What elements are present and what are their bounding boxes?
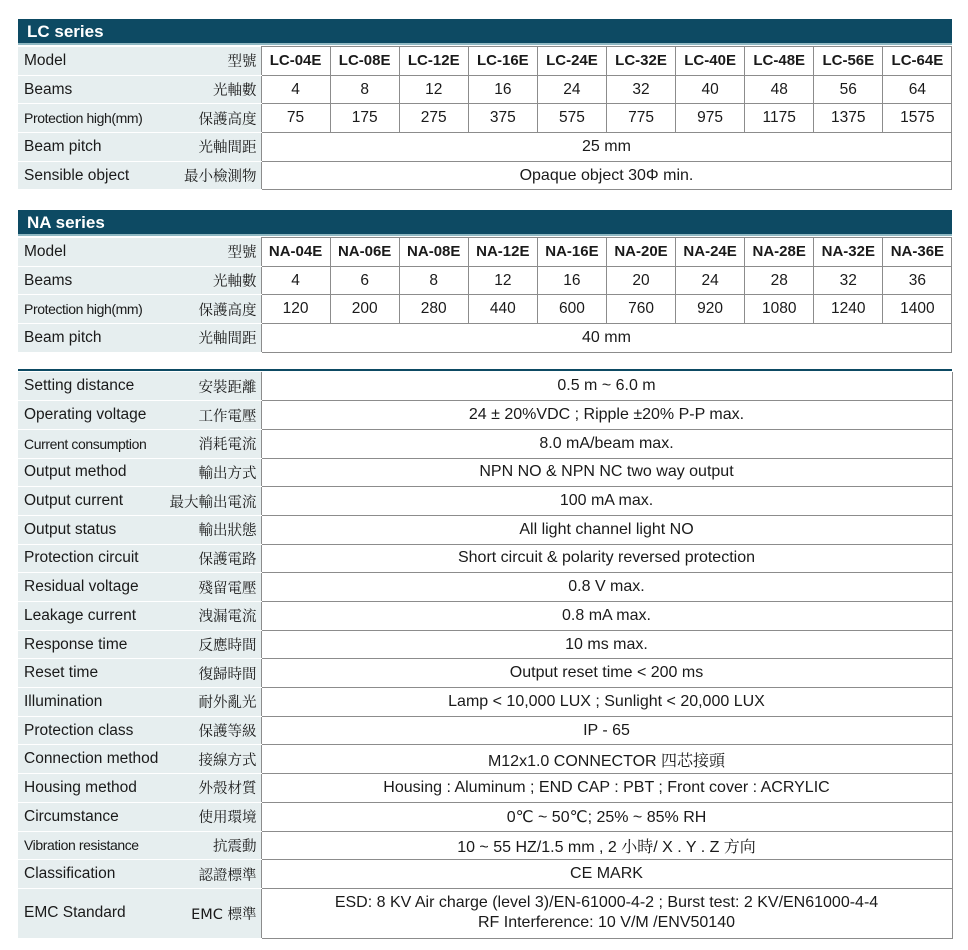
spec-row <box>18 458 952 487</box>
row-label-zh: 反應時間 <box>198 638 257 655</box>
na-pitch-row <box>18 324 952 353</box>
model-cell: NA-12E <box>468 238 537 267</box>
na-model-row <box>18 238 952 267</box>
row-label-en: Residual voltage <box>24 578 139 596</box>
row-label-zh: 接線方式 <box>198 752 257 769</box>
na-beams-row <box>18 266 952 295</box>
value-cell: 120 <box>261 295 330 324</box>
model-cell: LC-56E <box>814 47 883 76</box>
value-cell: 12 <box>399 75 468 104</box>
row-label-zh: 保護高度 <box>198 111 257 128</box>
model-cell: LC-24E <box>537 47 606 76</box>
row-label-en: Response time <box>24 635 128 653</box>
spec-row <box>18 688 952 717</box>
value-cell: 24 <box>676 266 745 295</box>
value-cell: 575 <box>537 104 606 133</box>
value-cell: 24 ± 20%VDC ; Ripple ±20% P-P max. <box>261 401 952 430</box>
na-series-title: NA series <box>18 210 952 236</box>
model-cell: LC-64E <box>883 47 952 76</box>
row-label-zh: 工作電壓 <box>198 408 257 425</box>
value-cell: Opaque object 30Φ min. <box>261 161 952 190</box>
value-cell: Housing : Aluminum ; END CAP : PBT ; Front cover : ACRYLIC <box>261 774 952 803</box>
common-spec-table <box>18 372 953 939</box>
row-label-zh: 最大輸出電流 <box>169 494 257 511</box>
value-cell: 175 <box>330 104 399 133</box>
na-series-table <box>18 237 952 353</box>
value-cell: 0.5 m ~ 6.0 m <box>261 372 952 401</box>
value-cell: 1175 <box>745 104 814 133</box>
row-label-en: Beams <box>24 271 73 289</box>
value-cell: 48 <box>745 75 814 104</box>
row-label-zh: 安裝距離 <box>198 379 257 396</box>
lc-series-table <box>18 46 952 190</box>
row-label-en: Output status <box>24 520 117 538</box>
row-label-zh: 保護高度 <box>198 302 257 319</box>
row-label-en: Protection high(mm) <box>24 301 143 318</box>
lc-beams-row <box>18 75 952 104</box>
value-cell: 8 <box>399 266 468 295</box>
model-cell: NA-36E <box>883 238 952 267</box>
value-cell: 20 <box>606 266 675 295</box>
lc-model-row <box>18 47 952 76</box>
spec-row <box>18 573 952 602</box>
value-cell: 1375 <box>814 104 883 133</box>
row-label-en: Beam pitch <box>24 137 102 155</box>
row-label-en: Connection method <box>24 750 159 768</box>
value-cell: 12 <box>468 266 537 295</box>
value-cell: NPN NO & NPN NC two way output <box>261 458 952 487</box>
row-label-en: Beam pitch <box>24 328 102 346</box>
value-cell: 100 mA max. <box>261 487 952 516</box>
row-label-zh: 外殼材質 <box>198 781 257 798</box>
value-cell: 40 <box>676 75 745 104</box>
row-label-en: Current consumption <box>24 435 147 452</box>
model-cell: NA-24E <box>676 238 745 267</box>
model-cell: LC-32E <box>606 47 675 76</box>
spec-row-emc <box>18 888 952 938</box>
spec-row <box>18 716 952 745</box>
model-cell: NA-06E <box>330 238 399 267</box>
value-cell: 8 <box>330 75 399 104</box>
row-label-zh: 殘留電壓 <box>198 580 257 597</box>
row-label-en: Protection class <box>24 721 134 739</box>
model-cell: NA-28E <box>745 238 814 267</box>
value-cell: 0℃ ~ 50℃; 25% ~ 85% RH <box>261 802 952 831</box>
value-cell: 8.0 mA/beam max. <box>261 429 952 458</box>
spec-row <box>18 515 952 544</box>
model-cell: NA-16E <box>537 238 606 267</box>
lc-object-row <box>18 161 952 190</box>
row-label-en: Setting distance <box>24 377 135 395</box>
row-label-en: Classification <box>24 865 116 883</box>
spec-row <box>18 544 952 573</box>
emc-line-2: RF Interference: 10 V/M /ENV50140 <box>477 914 735 932</box>
row-label-zh: 型號 <box>227 54 257 71</box>
row-label-en: Beams <box>24 80 73 98</box>
row-label-zh: 抗震動 <box>213 838 257 855</box>
value-cell: Output reset time < 200 ms <box>261 659 952 688</box>
value-cell: 375 <box>468 104 537 133</box>
value-cell: CE MARK <box>261 860 952 889</box>
value-cell: 16 <box>537 266 606 295</box>
row-label-en: Output method <box>24 463 127 481</box>
row-label-en: Model <box>24 51 67 69</box>
value-cell: IP - 65 <box>261 716 952 745</box>
value-cell: 200 <box>330 295 399 324</box>
value-cell: 28 <box>745 266 814 295</box>
row-label-en: EMC Standard <box>24 904 126 922</box>
model-cell: LC-40E <box>676 47 745 76</box>
value-cell <box>261 888 952 938</box>
row-label-zh: 使用環境 <box>198 810 257 827</box>
row-label-zh: 輸出狀態 <box>198 523 257 540</box>
spec-row <box>18 372 952 401</box>
row-label-zh: 光軸數 <box>213 83 257 100</box>
row-label-zh: 保護電路 <box>198 551 257 568</box>
model-cell: NA-08E <box>399 238 468 267</box>
row-label-en: Protection high(mm) <box>24 110 143 127</box>
row-label-zh: 洩漏電流 <box>198 609 257 626</box>
lc-height-row <box>18 104 952 133</box>
value-cell: 4 <box>261 75 330 104</box>
model-cell: NA-20E <box>606 238 675 267</box>
value-cell: 975 <box>676 104 745 133</box>
row-label-zh: 耐外亂光 <box>198 695 257 712</box>
spec-row <box>18 602 952 631</box>
value-cell: 24 <box>537 75 606 104</box>
row-label-en: Vibration resistance <box>24 837 139 854</box>
value-cell: 1080 <box>745 295 814 324</box>
row-label-en: Sensible object <box>24 166 130 184</box>
model-cell: LC-04E <box>261 47 330 76</box>
model-cell: LC-16E <box>468 47 537 76</box>
value-cell: 36 <box>883 266 952 295</box>
row-label-en: Illumination <box>24 692 103 710</box>
value-cell: 600 <box>537 295 606 324</box>
model-cell: NA-04E <box>261 238 330 267</box>
row-label-zh: 光軸間距 <box>198 140 257 157</box>
row-label-zh: 型號 <box>227 245 257 262</box>
row-label-zh: 消耗電流 <box>198 437 257 454</box>
value-cell: 56 <box>814 75 883 104</box>
value-cell: 40 mm <box>261 324 952 353</box>
row-label-zh: 光軸間距 <box>198 331 257 348</box>
value-cell: 0.8 mA max. <box>261 602 952 631</box>
value-cell: 75 <box>261 104 330 133</box>
value-cell: Short circuit & polarity reversed protection <box>261 544 952 573</box>
spec-row <box>18 745 952 774</box>
spec-row <box>18 860 952 889</box>
row-label-zh: 輸出方式 <box>198 465 257 482</box>
value-cell: Lamp < 10,000 LUX ; Sunlight < 20,000 LUX <box>261 688 952 717</box>
value-cell: All light channel light NO <box>261 515 952 544</box>
spec-row <box>18 487 952 516</box>
model-cell: NA-32E <box>814 238 883 267</box>
value-cell: 32 <box>814 266 883 295</box>
value-cell: 760 <box>606 295 675 324</box>
value-cell: 10 ~ 55 HZ/1.5 mm , 2 小時/ X . Y . Z 方向 <box>261 831 952 860</box>
model-cell: LC-48E <box>745 47 814 76</box>
value-cell: 16 <box>468 75 537 104</box>
value-cell: 1400 <box>883 295 952 324</box>
value-cell: 280 <box>399 295 468 324</box>
row-label-en: Leakage current <box>24 606 137 624</box>
spec-row <box>18 429 952 458</box>
row-label-zh: 最小檢測物 <box>184 169 257 186</box>
value-cell: 0.8 V max. <box>261 573 952 602</box>
value-cell: 1575 <box>883 104 952 133</box>
value-cell: 64 <box>883 75 952 104</box>
emc-line-1: ESD: 8 KV Air charge (level 3)/EN-61000-4-2 ; Burst test: 2 KV/EN61000-4-4 <box>334 894 879 912</box>
spec-row <box>18 774 952 803</box>
spec-row <box>18 831 952 860</box>
row-label-zh: 復歸時間 <box>198 666 257 683</box>
row-label-zh: 保護等級 <box>198 724 257 741</box>
value-cell: 275 <box>399 104 468 133</box>
spec-row <box>18 659 952 688</box>
row-label-en: Protection circuit <box>24 549 139 567</box>
value-cell: M12x1.0 CONNECTOR 四芯接頭 <box>261 745 952 774</box>
row-label-en: Operating voltage <box>24 406 147 424</box>
spec-row <box>18 630 952 659</box>
row-label-en: Circumstance <box>24 807 119 825</box>
value-cell: 10 ms max. <box>261 630 952 659</box>
lc-series-title: LC series <box>18 19 952 45</box>
value-cell: 25 mm <box>261 133 952 162</box>
row-label-en: Model <box>24 242 67 260</box>
na-height-row <box>18 295 952 324</box>
model-cell: LC-12E <box>399 47 468 76</box>
section-divider <box>18 369 952 371</box>
spec-row <box>18 802 952 831</box>
value-cell: 920 <box>676 295 745 324</box>
lc-pitch-row <box>18 133 952 162</box>
row-label-en: Output current <box>24 492 124 510</box>
value-cell: 6 <box>330 266 399 295</box>
row-label-zh: EMC 標準 <box>191 906 257 923</box>
spec-row <box>18 401 952 430</box>
row-label-zh: 認證標準 <box>198 867 257 884</box>
value-cell: 440 <box>468 295 537 324</box>
row-label-zh: 光軸數 <box>213 274 257 291</box>
value-cell: 4 <box>261 266 330 295</box>
value-cell: 1240 <box>814 295 883 324</box>
value-cell: 32 <box>606 75 675 104</box>
row-label-en: Reset time <box>24 664 99 682</box>
value-cell: 775 <box>606 104 675 133</box>
model-cell: LC-08E <box>330 47 399 76</box>
row-label-en: Housing method <box>24 778 137 796</box>
